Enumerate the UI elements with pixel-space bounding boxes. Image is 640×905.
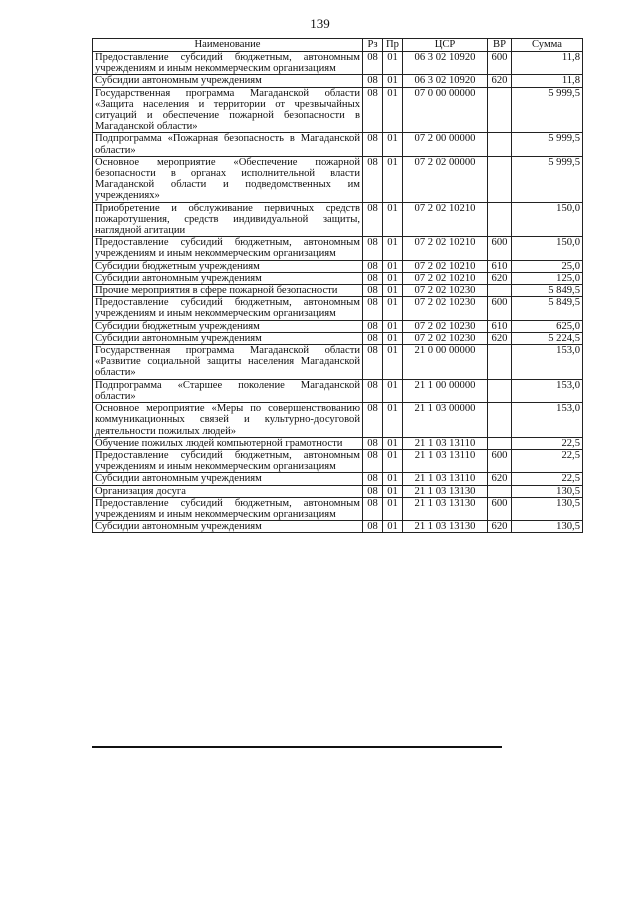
header-sum: Сумма xyxy=(512,39,583,52)
row-name: Основное мероприятие «Обеспечение пожарной безопасности в органах исполнительной власти Магаданской области и подведомственных им учреждениях» xyxy=(93,156,363,202)
row-vr xyxy=(488,437,512,449)
row-vr xyxy=(488,485,512,497)
row-sum: 5 999,5 xyxy=(512,87,583,133)
table-row xyxy=(93,133,583,156)
row-csr: 21 0 00 00000 xyxy=(403,345,488,380)
row-sum: 130,5 xyxy=(512,497,583,520)
row-csr: 06 3 02 10920 xyxy=(403,75,488,87)
row-name: Субсидии автономным учреждениям xyxy=(93,473,363,485)
table-row xyxy=(93,403,583,438)
row-pr: 01 xyxy=(383,497,403,520)
table-row xyxy=(93,437,583,449)
row-rz: 08 xyxy=(363,133,383,156)
row-rz: 08 xyxy=(363,156,383,202)
row-vr xyxy=(488,87,512,133)
row-vr: 620 xyxy=(488,75,512,87)
row-rz: 08 xyxy=(363,75,383,87)
table-row xyxy=(93,202,583,237)
row-name: Обучение пожилых людей компьютерной грамотности xyxy=(93,437,363,449)
row-csr: 07 2 00 00000 xyxy=(403,133,488,156)
row-rz: 08 xyxy=(363,449,383,472)
row-pr: 01 xyxy=(383,332,403,344)
row-sum: 22,5 xyxy=(512,473,583,485)
header-row xyxy=(93,39,583,52)
row-pr: 01 xyxy=(383,285,403,297)
row-sum: 625,0 xyxy=(512,320,583,332)
row-name: Субсидии бюджетным учреждениям xyxy=(93,320,363,332)
header-pr: Пр xyxy=(383,39,403,52)
row-pr: 01 xyxy=(383,345,403,380)
row-vr xyxy=(488,345,512,380)
table-row xyxy=(93,297,583,320)
row-sum: 5 224,5 xyxy=(512,332,583,344)
row-sum: 150,0 xyxy=(512,237,583,260)
row-csr: 21 1 03 13130 xyxy=(403,485,488,497)
row-vr xyxy=(488,133,512,156)
row-csr: 07 2 02 10230 xyxy=(403,297,488,320)
row-pr: 01 xyxy=(383,297,403,320)
row-rz: 08 xyxy=(363,202,383,237)
row-sum: 11,8 xyxy=(512,75,583,87)
row-pr: 01 xyxy=(383,156,403,202)
row-name: Предоставление субсидий бюджетным, автономным учреждениям и иным некоммерческим организациям xyxy=(93,237,363,260)
row-name: Подпрограмма «Старшее поколение Магаданской области» xyxy=(93,379,363,402)
row-rz: 08 xyxy=(363,485,383,497)
row-csr: 07 2 02 10210 xyxy=(403,272,488,284)
row-name: Приобретение и обслуживание первичных средств пожаротушения, средств индивидуальной защиты, наглядной агитации xyxy=(93,202,363,237)
row-vr: 620 xyxy=(488,521,512,533)
row-sum: 150,0 xyxy=(512,202,583,237)
footer-rule xyxy=(92,746,502,748)
row-pr: 01 xyxy=(383,320,403,332)
row-rz: 08 xyxy=(363,320,383,332)
row-name: Основное мероприятие «Меры по совершенствованию коммуникационных связей и культурно-досуговой деятельности пожилых людей» xyxy=(93,403,363,438)
row-pr: 01 xyxy=(383,202,403,237)
row-csr: 21 1 03 13130 xyxy=(403,497,488,520)
table-row xyxy=(93,156,583,202)
row-vr xyxy=(488,403,512,438)
row-pr: 01 xyxy=(383,403,403,438)
table-row xyxy=(93,260,583,272)
row-pr: 01 xyxy=(383,237,403,260)
row-csr: 07 0 00 00000 xyxy=(403,87,488,133)
row-rz: 08 xyxy=(363,272,383,284)
row-name: Прочие мероприятия в сфере пожарной безопасности xyxy=(93,285,363,297)
row-name: Субсидии автономным учреждениям xyxy=(93,272,363,284)
table-row xyxy=(93,320,583,332)
budget-table xyxy=(92,38,583,533)
row-rz: 08 xyxy=(363,521,383,533)
row-rz: 08 xyxy=(363,345,383,380)
row-name: Субсидии автономным учреждениям xyxy=(93,75,363,87)
row-sum: 5 999,5 xyxy=(512,156,583,202)
row-pr: 01 xyxy=(383,449,403,472)
table-row xyxy=(93,75,583,87)
row-pr: 01 xyxy=(383,272,403,284)
row-vr: 610 xyxy=(488,260,512,272)
header-name: Наименование xyxy=(93,39,363,52)
table-row xyxy=(93,497,583,520)
row-pr: 01 xyxy=(383,521,403,533)
row-vr: 610 xyxy=(488,320,512,332)
row-pr: 01 xyxy=(383,133,403,156)
row-csr: 21 1 03 13110 xyxy=(403,473,488,485)
table-row xyxy=(93,521,583,533)
row-csr: 21 1 03 13130 xyxy=(403,521,488,533)
row-vr: 620 xyxy=(488,332,512,344)
row-sum: 130,5 xyxy=(512,521,583,533)
row-sum: 130,5 xyxy=(512,485,583,497)
row-pr: 01 xyxy=(383,379,403,402)
row-rz: 08 xyxy=(363,437,383,449)
header-csr: ЦСР xyxy=(403,39,488,52)
row-csr: 07 2 02 00000 xyxy=(403,156,488,202)
header-vr: ВР xyxy=(488,39,512,52)
row-sum: 25,0 xyxy=(512,260,583,272)
row-name: Предоставление субсидий бюджетным, автономным учреждениям и иным некоммерческим организациям xyxy=(93,497,363,520)
table-row xyxy=(93,52,583,75)
row-sum: 153,0 xyxy=(512,345,583,380)
row-csr: 21 1 03 13110 xyxy=(403,437,488,449)
row-sum: 22,5 xyxy=(512,449,583,472)
row-rz: 08 xyxy=(363,473,383,485)
row-vr: 620 xyxy=(488,473,512,485)
row-vr: 600 xyxy=(488,449,512,472)
row-sum: 5 999,5 xyxy=(512,133,583,156)
row-pr: 01 xyxy=(383,473,403,485)
row-rz: 08 xyxy=(363,297,383,320)
row-name: Субсидии автономным учреждениям xyxy=(93,332,363,344)
header-rz: Рз xyxy=(363,39,383,52)
row-name: Предоставление субсидий бюджетным, автономным учреждениям и иным некоммерческим организациям xyxy=(93,52,363,75)
row-pr: 01 xyxy=(383,260,403,272)
row-sum: 125,0 xyxy=(512,272,583,284)
row-csr: 07 2 02 10210 xyxy=(403,237,488,260)
page-number: 139 xyxy=(310,16,330,31)
row-sum: 153,0 xyxy=(512,379,583,402)
row-name: Организация досуга xyxy=(93,485,363,497)
table-row xyxy=(93,473,583,485)
row-rz: 08 xyxy=(363,285,383,297)
row-csr: 07 2 02 10230 xyxy=(403,320,488,332)
row-pr: 01 xyxy=(383,87,403,133)
row-csr: 07 2 02 10210 xyxy=(403,202,488,237)
row-pr: 01 xyxy=(383,75,403,87)
row-name: Предоставление субсидий бюджетным, автономным учреждениям и иным некоммерческим организациям xyxy=(93,297,363,320)
row-vr xyxy=(488,156,512,202)
row-csr: 07 2 02 10210 xyxy=(403,260,488,272)
row-name: Подпрограмма «Пожарная безопасность в Магаданской области» xyxy=(93,133,363,156)
row-csr: 21 1 00 00000 xyxy=(403,379,488,402)
row-pr: 01 xyxy=(383,485,403,497)
row-pr: 01 xyxy=(383,52,403,75)
row-name: Государственная программа Магаданской области «Защита населения и территории от чрезвычайных ситуаций и обеспечение пожарной безопасности в Магаданской области» xyxy=(93,87,363,133)
row-vr: 600 xyxy=(488,497,512,520)
table-row xyxy=(93,379,583,402)
row-sum: 5 849,5 xyxy=(512,297,583,320)
row-csr: 21 1 03 13110 xyxy=(403,449,488,472)
row-vr xyxy=(488,379,512,402)
row-name: Предоставление субсидий бюджетным, автономным учреждениям и иным некоммерческим организациям xyxy=(93,449,363,472)
table-row xyxy=(93,285,583,297)
table-row xyxy=(93,272,583,284)
row-rz: 08 xyxy=(363,403,383,438)
row-name: Субсидии бюджетным учреждениям xyxy=(93,260,363,272)
row-rz: 08 xyxy=(363,332,383,344)
row-name: Государственная программа Магаданской области «Развитие социальной защиты населения Магаданской области» xyxy=(93,345,363,380)
row-rz: 08 xyxy=(363,237,383,260)
row-vr: 600 xyxy=(488,297,512,320)
row-sum: 22,5 xyxy=(512,437,583,449)
row-sum: 11,8 xyxy=(512,52,583,75)
table-row xyxy=(93,237,583,260)
row-rz: 08 xyxy=(363,260,383,272)
row-sum: 5 849,5 xyxy=(512,285,583,297)
row-vr xyxy=(488,285,512,297)
row-csr: 21 1 03 00000 xyxy=(403,403,488,438)
row-vr xyxy=(488,202,512,237)
row-name: Субсидии автономным учреждениям xyxy=(93,521,363,533)
row-sum: 153,0 xyxy=(512,403,583,438)
row-rz: 08 xyxy=(363,52,383,75)
row-pr: 01 xyxy=(383,437,403,449)
row-vr: 600 xyxy=(488,237,512,260)
row-csr: 07 2 02 10230 xyxy=(403,285,488,297)
row-csr: 06 3 02 10920 xyxy=(403,52,488,75)
row-vr: 620 xyxy=(488,272,512,284)
table-row xyxy=(93,332,583,344)
table-row xyxy=(93,449,583,472)
row-rz: 08 xyxy=(363,87,383,133)
row-rz: 08 xyxy=(363,497,383,520)
table-row xyxy=(93,345,583,380)
row-rz: 08 xyxy=(363,379,383,402)
row-vr: 600 xyxy=(488,52,512,75)
row-csr: 07 2 02 10230 xyxy=(403,332,488,344)
table-row xyxy=(93,485,583,497)
table-row xyxy=(93,87,583,133)
